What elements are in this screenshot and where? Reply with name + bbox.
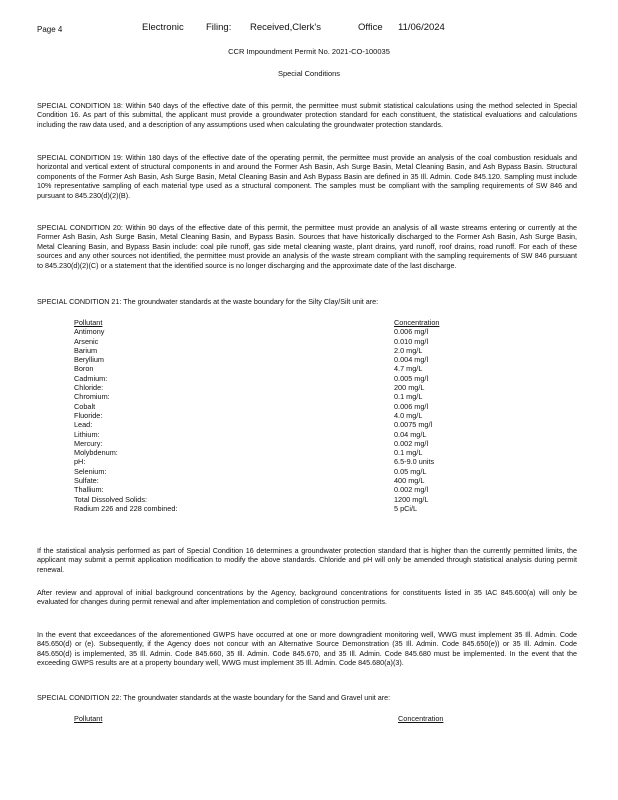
concentration-cell: 0.006 mg/l — [394, 327, 429, 337]
table-row — [74, 457, 484, 466]
concentration-cell: 200 mg/L — [394, 383, 425, 393]
concentration-cell: 4.0 mg/L — [394, 410, 423, 420]
pollutant-cell: Total Dissolved Solids: — [74, 494, 148, 504]
table-row — [74, 504, 484, 513]
table-row — [74, 402, 484, 411]
concentration-cell: 5 pCi/L — [394, 503, 418, 513]
table-row — [74, 355, 484, 364]
concentration-cell: 0.002 mg/l — [394, 485, 429, 495]
pollutant-cell: Thallium: — [74, 485, 104, 495]
pollutant-cell: Molybdenum: — [74, 448, 118, 458]
pollutant-cell: Fluoride: — [74, 410, 103, 420]
pollutant-cell: pH: — [74, 457, 86, 467]
concentration-header-2: Concentration — [398, 714, 444, 723]
table-row — [74, 420, 484, 429]
concentration-cell: 1200 mg/L — [394, 494, 429, 504]
special-condition-18: SPECIAL CONDITION 18: Within 540 days of the effective date of this permit, the permittee must submit statistical calculations using the method selected in Special Condition 16. As part of this submittal, the applicant must provide a groundwater protection standard for each constituent, the statistical evaluations and calculations including the raw data used, and a description of any assumptions used when calculating the groundwater protection standards. — [37, 101, 577, 129]
concentration-cell: 0.0075 mg/l — [394, 420, 433, 430]
table-row — [74, 392, 484, 401]
table-row — [74, 476, 484, 485]
groundwater-standard-note: If the statistical analysis performed as part of Special Condition 16 determines a groundwater protection standard that is higher than the currently permitted limits, the applicant may submit a permit application modification to modify the above standards. Chloride and pH will only be amended through statistical analysis during permit renewal. — [37, 546, 577, 574]
pollutant-cell: Cobalt — [74, 401, 96, 411]
table-row — [74, 337, 484, 346]
pollutant-cell: Barium — [74, 345, 98, 355]
pollutant-cell: Mercury: — [74, 438, 103, 448]
pollutant-cell: Radium 226 and 228 combined: — [74, 503, 178, 513]
special-condition-22-intro: SPECIAL CONDITION 22: The groundwater standards at the waste boundary for the Sand and Gravel unit are: — [37, 693, 391, 702]
concentration-cell: 400 mg/L — [394, 476, 425, 486]
header-electronic: Electronic — [142, 22, 184, 33]
concentration-cell: 0.004 mg/l — [394, 355, 429, 365]
table-row — [74, 485, 484, 494]
background-concentration-note: After review and approval of initial background concentrations by the Agency, background concentrations for constituents listed in 35 IAC 845.600(a) will only be evaluated for changes during permit renewal and after implementation and completion of construction permits. — [37, 588, 577, 607]
header-office: Office — [358, 22, 383, 33]
table-row — [74, 411, 484, 420]
header-filing: Filing: — [206, 22, 232, 33]
pollutant-cell: Arsenic — [74, 336, 99, 346]
pollutant-header: Pollutant — [74, 318, 103, 327]
table-row — [74, 448, 484, 457]
pollutant-header-2: Pollutant — [74, 714, 103, 723]
concentration-cell: 0.006 mg/l — [394, 401, 429, 411]
pollutant-cell: Boron — [74, 364, 94, 374]
pollutant-cell: Chloride: — [74, 383, 104, 393]
silty-clay-standards-table — [74, 318, 484, 513]
table-row — [74, 327, 484, 336]
table-row — [74, 364, 484, 373]
concentration-cell: 0.1 mg/L — [394, 392, 423, 402]
pollutant-cell: Sulfate: — [74, 476, 99, 486]
table-row — [74, 495, 484, 504]
concentration-cell: 4.7 mg/L — [394, 364, 423, 374]
special-condition-21-intro: SPECIAL CONDITION 21: The groundwater standards at the waste boundary for the Silty Clay/Silt unit are: — [37, 297, 379, 306]
pollutant-cell: Lead: — [74, 420, 93, 430]
concentration-cell: 6.5-9.0 units — [394, 457, 435, 467]
pollutant-cell: Selenium: — [74, 466, 107, 476]
pollutant-cell: Lithium: — [74, 429, 100, 439]
exceedance-note: In the event that exceedances of the aforementioned GWPS have occurred at one or more downgradient monitoring well, WWG must implement 35 Ill. Admin. Code 845.650(d) or (e). Subsequently, if the Agency does not concur with an Alternative Source Demonstration (35 Ill. Admin. Code 845.650(e)) or 35 Ill. Admin. Code 845.650(d) is implemented, 35 Ill. Admin. Code 845.660, 35 Ill. Admin. Code 845.670, and 35 Ill. Admin. Code 845.680 must be implemented. In the event that the exceeding GWPS results are at a property boundary well, WWG must implement 35 Ill. Admin. Code 845.680(a)(3). — [37, 630, 577, 668]
table-row — [74, 467, 484, 476]
concentration-cell: 0.04 mg/L — [394, 429, 427, 439]
special-condition-19: SPECIAL CONDITION 19: Within 180 days of the effective date of the operating permit, the permittee must provide an analysis of the coal combustion residuals and horizontal and vertical extent of structural components in and around the Former Ash Basin, Ash Surge Basin, Metal Cleaning Basin, and Ash Bypass Basin. Structural components of the Former Ash Basin, Ash Surge Basin, Metal Cleaning Basin and Ash Bypass Basin are defined in 35 Ill. Admin. Code 845.120. Sampling must include 10% representative sampling of each material type used as a structural component. The samples must be compliant with the sampling requirements of SW 846 and pursuant to 845.230(d)(2)(B). — [37, 153, 577, 200]
concentration-cell: 2.0 mg/L — [394, 345, 423, 355]
pollutant-cell: Antimony — [74, 327, 105, 337]
table-row — [74, 346, 484, 355]
table-row — [74, 374, 484, 383]
concentration-cell: 0.1 mg/L — [394, 448, 423, 458]
sand-gravel-table-header — [74, 714, 484, 723]
table-header-row — [74, 318, 484, 327]
page-number: Page 4 — [37, 25, 63, 34]
section-title: Special Conditions — [277, 69, 341, 78]
permit-title: CCR Impoundment Permit No. 2021-CO-100035 — [228, 47, 390, 56]
pollutant-cell: Chromium: — [74, 392, 110, 402]
special-condition-20: SPECIAL CONDITION 20: Within 90 days of the effective date of this permit, the permittee must provide an analysis of all waste streams entering or currently at the Former Ash Basin, Ash Surge Basin, Metal Cleaning Basin, and Bypass Basin. Sources that have historically discharged to the Former Ash Basin, Ash Surge Basin, Metal Cleaning Basin, and Bypass Basin include: coal pile runoff, gas side metal cleaning waste, plant drains, yard runoff, roof drains, road runoff. For each of these sources and any other sources not identified, the permittee must provide an analysis of the waste stream compliant with the sampling requirements of SW 846 pursuant to 845.230(d)(2)(C) or a statement that the identified source is no longer discharging and the approximate date of the last discharge. — [37, 223, 577, 270]
table-row — [74, 383, 484, 392]
header-date: 11/06/2024 — [398, 22, 445, 33]
concentration-header: Concentration — [394, 318, 440, 327]
concentration-cell: 0.010 mg/l — [394, 336, 429, 346]
concentration-cell: 0.002 mg/l — [394, 438, 429, 448]
table-row — [74, 430, 484, 439]
concentration-cell: 0.05 mg/L — [394, 466, 427, 476]
pollutant-cell: Cadmium: — [74, 373, 108, 383]
header-received: Received,Clerk's — [250, 22, 321, 33]
table-row — [74, 439, 484, 448]
pollutant-cell: Beryllium — [74, 355, 105, 365]
concentration-cell: 0.005 mg/l — [394, 373, 429, 383]
